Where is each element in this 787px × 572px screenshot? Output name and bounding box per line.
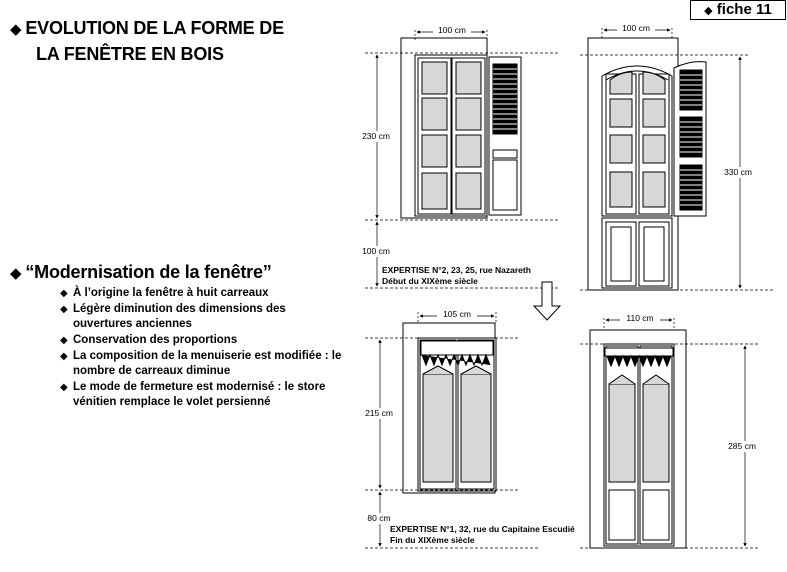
diamond-icon: ◆ — [10, 21, 22, 38]
title-line-2: LA FENÊTRE EN BOIS — [36, 44, 224, 64]
fiche-label: fiche 11 — [716, 1, 772, 18]
caption-bottom-line-2: Fin du XIXème siècle — [390, 535, 475, 545]
dim-w4: 110 cm — [626, 313, 654, 323]
list-item-text: La composition de la menuiserie est modifiée : le nombre de carreaux diminue — [73, 350, 342, 377]
diamond-icon: ◆ — [60, 351, 68, 362]
dim-h3b: 80 cm — [367, 513, 391, 523]
window-4-drawing — [590, 330, 686, 548]
diamond-icon: ◆ — [60, 288, 68, 299]
diamond-icon: ◆ — [704, 5, 713, 17]
diamond-icon: ◆ — [60, 304, 68, 315]
diamond-icon: ◆ — [60, 382, 68, 393]
list-item-text: Conservation des proportions — [73, 334, 238, 346]
caption-top-line-2: Début du XIXème siècle — [382, 276, 478, 286]
list-item-text: Le mode de fermeture est modernisé : le store vénitien remplace le volet persienné — [73, 381, 326, 408]
diamond-icon: ◆ — [10, 265, 22, 282]
dim-w3: 105 cm — [443, 309, 471, 319]
caption-top-line-1: EXPERTISE N°2, 23, 25, rue Nazareth — [382, 265, 531, 275]
section-heading-text: “Modernisation de la fenêtre” — [25, 262, 272, 282]
dim-h4: 285 cm — [728, 441, 756, 451]
caption-bottom-line-1: EXPERTISE N°1, 32, rue du Capitaine Escudié — [390, 524, 575, 534]
diamond-icon: ◆ — [60, 335, 68, 346]
dim-h1: 230 cm — [362, 131, 390, 141]
dim-h2: 330 cm — [724, 167, 752, 177]
window-1-drawing — [401, 38, 521, 218]
title-line-1: EVOLUTION DE LA FORME DE — [25, 18, 284, 38]
list-item-text: À l’origine la fenêtre à huit carreaux — [73, 287, 269, 299]
dim-h3: 215 cm — [365, 408, 393, 418]
window-2-drawing — [588, 38, 706, 290]
window-3-drawing — [403, 323, 496, 493]
dim-w2: 100 cm — [622, 23, 650, 33]
dim-h1b: 100 cm — [362, 246, 390, 256]
dim-w1: 100 cm — [438, 25, 466, 35]
list-item-text: Légère diminution des dimensions des ouvertures anciennes — [73, 303, 286, 330]
